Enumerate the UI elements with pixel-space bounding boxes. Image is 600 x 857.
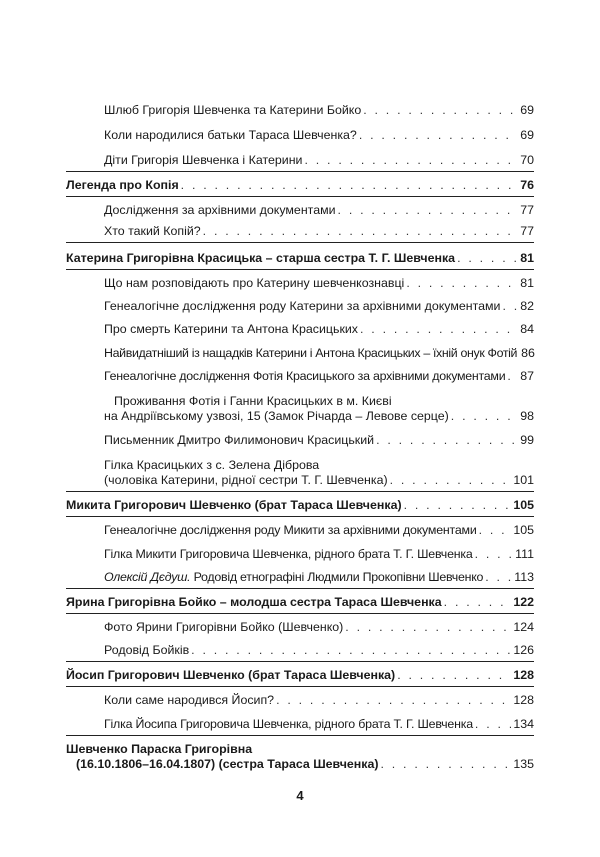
- leader-dots: [338, 203, 519, 218]
- leader-dots: [475, 717, 511, 732]
- toc-entry-title: Гілка Микити Григоровича Шевченка, рідного брата Т. Г. Шевченка: [104, 547, 473, 561]
- toc-entry-title: Генеалогічне дослідження роду Катерини за архівними документами: [104, 299, 501, 313]
- leader-dots: [390, 473, 512, 488]
- toc-entry-title: Найвидатніший із нащадків Катерини і Антона Красицьких – їхній онук Фотій: [104, 346, 518, 360]
- toc-entry-parents-birth[interactable]: [104, 128, 534, 143]
- toc-entry-page: 77: [520, 203, 534, 217]
- section-divider: [66, 661, 534, 662]
- section-divider: [66, 516, 534, 517]
- section-divider: [66, 269, 534, 270]
- toc-entry-page: 81: [520, 251, 534, 265]
- toc-entry-page: 82: [520, 299, 534, 313]
- toc-entry-liudmyla-pedigree[interactable]: [104, 570, 534, 585]
- toc-entry-page: 126: [513, 643, 534, 657]
- toc-entry-title: Генеалогічне дослідження Фотія Красицького за архівними документами: [104, 369, 506, 383]
- leader-dots: [444, 595, 512, 610]
- toc-chapter-paraska[interactable]: [66, 742, 534, 772]
- toc-entry-yosyp-branch[interactable]: [104, 717, 534, 732]
- toc-entry-title: Коли саме народився Йосип?: [104, 693, 275, 707]
- toc-entry-scholars-kateryna[interactable]: [104, 276, 534, 291]
- toc-entry-page: 113: [514, 570, 534, 584]
- leader-dots: [502, 299, 518, 314]
- toc-entry-page: 128: [513, 668, 534, 682]
- toc-entry-title-wrap: [104, 570, 483, 585]
- leader-dots: [507, 369, 518, 384]
- toc-entry-writer-dmytro[interactable]: [104, 433, 534, 448]
- toc-entry-title: Генеалогічне дослідження роду Микити за архівними документами: [104, 523, 477, 537]
- leader-dots: [485, 570, 512, 585]
- toc-entry-marriage[interactable]: [104, 103, 534, 118]
- section-divider: [66, 686, 534, 687]
- leader-dots: [181, 178, 519, 193]
- leader-dots: [191, 643, 511, 658]
- toc-entry-mykyta-branch[interactable]: [104, 547, 534, 562]
- toc-entry-fotiy-genealogy[interactable]: [104, 369, 534, 384]
- toc-entry-title: Діти Григорія Шевченка і Катерини: [104, 153, 303, 167]
- leader-dots: [345, 620, 511, 635]
- toc-entry-fotiy-residence[interactable]: [104, 394, 534, 424]
- leader-dots: [203, 224, 519, 239]
- toc-entry-title: Хто такий Копій?: [104, 224, 201, 238]
- toc-entry-page: 86: [521, 346, 535, 360]
- toc-entry-title-line2: на Андріївському узвозі, 15 (Замок Річарда – Левове серце): [104, 409, 449, 423]
- toc-entry-page: 98: [520, 409, 534, 423]
- toc-entry-page: 105: [513, 498, 534, 512]
- leader-dots: [304, 153, 518, 168]
- toc-chapter-mykyta[interactable]: [66, 498, 534, 513]
- section-divider: [66, 588, 534, 589]
- toc-chapter-kopiy-legend[interactable]: [66, 178, 534, 193]
- toc-entry-title: Гілка Йосипа Григоровича Шевченка, рідного брата Т. Г. Шевченка: [104, 717, 473, 731]
- leader-dots: [457, 251, 518, 266]
- leader-dots: [451, 409, 518, 424]
- toc-chapter-yosyp[interactable]: [66, 668, 534, 683]
- toc-entry-boyko-pedigree[interactable]: [104, 643, 534, 658]
- section-divider: [66, 491, 534, 492]
- toc-entry-page: 122: [513, 595, 534, 609]
- leader-dots: [276, 693, 511, 708]
- toc-entry-title-line1: Шевченко Параска Григорівна: [66, 742, 253, 756]
- toc-entry-page: 128: [513, 693, 534, 707]
- toc-entry-page: 134: [513, 717, 534, 731]
- toc-entry-zelena-dibrova[interactable]: [104, 458, 534, 488]
- leader-dots: [380, 757, 511, 772]
- toc-entry-page: 111: [515, 547, 534, 561]
- leader-dots: [360, 322, 518, 337]
- toc-entry-fotiy-descendant[interactable]: [104, 346, 534, 361]
- toc-entry-title: Фото Ярини Григорівни Бойко (Шевченко): [104, 620, 344, 634]
- section-divider: [66, 171, 534, 172]
- toc-entry-death-krasytski[interactable]: [104, 322, 534, 337]
- leader-dots: [479, 523, 512, 538]
- toc-entry-title-line1: Проживання Фотія і Ганни Красицьких в м. Києві: [114, 394, 392, 408]
- toc-entry-page: 77: [520, 224, 534, 238]
- toc-entry-title-line2: (16.10.1806–16.04.1807) (сестра Тараса Шевченка): [76, 757, 379, 771]
- leader-dots: [376, 433, 518, 448]
- toc-entry-page: 105: [513, 523, 534, 537]
- toc-entry-title: Родовід етнографіні Людмили Прокопівни Шевченко: [193, 570, 484, 584]
- leader-dots: [475, 547, 514, 562]
- toc-entry-page: 135: [513, 757, 534, 771]
- section-divider: [66, 196, 534, 197]
- toc-entry-page: 69: [520, 103, 534, 117]
- toc-entry-page: 99: [520, 433, 534, 447]
- toc-entry-page: 84: [520, 322, 534, 336]
- leader-dots: [359, 128, 518, 143]
- toc-entry-author: Олексій Дєдуш.: [104, 570, 191, 584]
- toc-entry-title: Про смерть Катерини та Антона Красицьких: [104, 322, 358, 336]
- toc-entry-title: Що нам розповідають про Катерину шевченкознавці: [104, 276, 405, 290]
- toc-entry-page: 81: [520, 276, 534, 290]
- toc-entry-page: 69: [520, 128, 534, 142]
- section-divider: [66, 242, 534, 243]
- toc-entry-title: Шлюб Григорія Шевченка та Катерини Бойко: [104, 103, 362, 117]
- toc-chapter-yaryna[interactable]: [66, 595, 534, 610]
- toc-entry-title: Микита Григорович Шевченко (брат Тараса Шевченка): [66, 498, 402, 512]
- toc-entry-kateryna-genealogy[interactable]: [104, 299, 534, 314]
- toc-entry-page: 76: [520, 178, 534, 192]
- toc-entry-title: Родовід Бойків: [104, 643, 190, 657]
- toc-entry-page: 70: [520, 153, 534, 167]
- toc-entry-yosyp-birth[interactable]: [104, 693, 534, 708]
- toc-entry-title: Катерина Григорівна Красицька – старша сестра Т. Г. Шевченка: [66, 251, 456, 265]
- toc-entry-title: Ярина Григорівна Бойко – молодша сестра Тараса Шевченка: [66, 595, 442, 609]
- toc-entry-title-line2: (чоловіка Катерини, рідної сестри Т. Г. Шевченка): [104, 473, 388, 487]
- toc-entry-title: Дослідження за архівними документами: [104, 203, 336, 217]
- toc-entry-title: Письменник Дмитро Филимонович Красицький: [104, 433, 375, 447]
- leader-dots: [397, 668, 511, 683]
- page-number: 4: [296, 788, 304, 803]
- toc-chapter-kateryna[interactable]: [66, 251, 534, 266]
- toc-entry-page: 101: [513, 473, 534, 487]
- toc-entry-page: 87: [520, 369, 534, 383]
- toc-entry-title: Йосип Григорович Шевченко (брат Тараса Шевченка): [66, 668, 396, 682]
- toc-entry-title: Коли народилися батьки Тараса Шевченка?: [104, 128, 357, 142]
- toc-entry-yaryna-photo[interactable]: [104, 620, 534, 635]
- toc-entry-title-line1: Гілка Красицьких з с. Зелена Діброва: [104, 458, 320, 472]
- leader-dots: [406, 276, 518, 291]
- leader-dots: [363, 103, 518, 118]
- toc-entry-archive-research[interactable]: [104, 203, 534, 218]
- section-divider: [66, 613, 534, 614]
- toc-entry-page: 124: [513, 620, 534, 634]
- toc-entry-title: Легенда про Копія: [66, 178, 179, 192]
- leader-dots: [404, 498, 512, 513]
- toc-entry-who-is-kopiy[interactable]: [104, 224, 534, 239]
- toc-entry-mykyta-genealogy[interactable]: [104, 523, 534, 538]
- section-divider: [66, 735, 534, 736]
- toc-entry-children[interactable]: [104, 153, 534, 168]
